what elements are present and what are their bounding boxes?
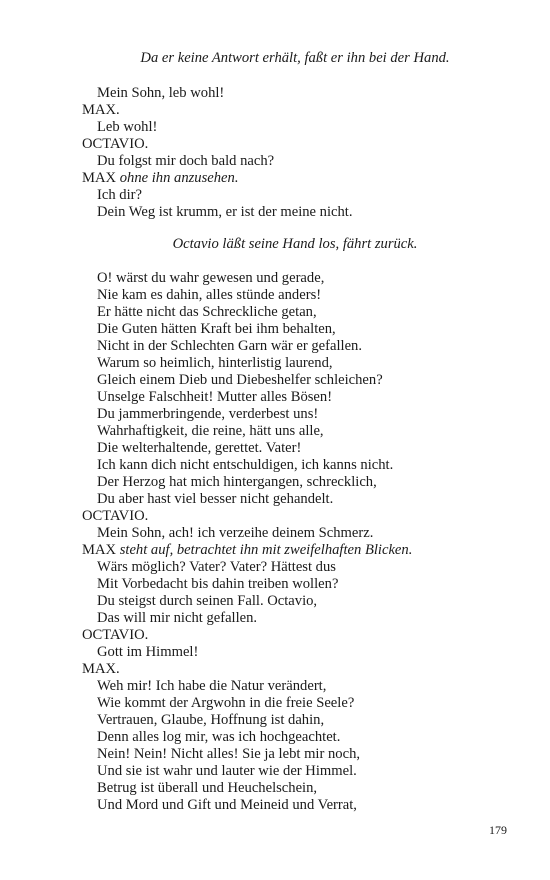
verse-line: Warum so heimlich, hinterlistig laurend, — [97, 355, 333, 371]
speaker-line — [82, 136, 148, 152]
verse-line: Du steigst durch seinen Fall. Octavio, — [97, 593, 318, 609]
speaker-name: MAX — [82, 170, 117, 186]
verse-line: Du folgst mir doch bald nach? — [97, 153, 275, 169]
verse-line: Weh mir! Ich habe die Natur verändert, — [97, 678, 327, 694]
verse-line: Das will mir nicht gefallen. — [97, 610, 258, 626]
verse-line: Die welterhaltende, gerettet. Vater! — [97, 440, 302, 456]
verse-line: Wahrhaftigkeit, die reine, hätt uns alle, — [97, 423, 324, 439]
speaker-line — [82, 627, 148, 643]
verse-line: Er hätte nicht das Schreckliche getan, — [97, 304, 317, 320]
verse-line: Mein Sohn, ach! ich verzeihe deinem Schmerz. — [97, 525, 374, 541]
speaker-direction: steht auf, betrachtet ihn mit zweifelhaften Blicken. — [119, 542, 413, 558]
speaker-line — [82, 102, 120, 118]
verse-line: Ich dir? — [97, 187, 142, 203]
verse-line: Mit Vorbedacht bis dahin treiben wollen? — [97, 576, 339, 592]
verse-line: Wie kommt der Argwohn in die freie Seele? — [97, 695, 355, 711]
verse-line: Leb wohl! — [97, 119, 158, 135]
speaker-name: MAX. — [82, 102, 120, 118]
speaker-line — [82, 170, 238, 186]
speaker-line — [82, 661, 120, 677]
verse-line: Gott im Himmel! — [97, 644, 199, 660]
verse-line: Gleich einem Dieb und Diebeshelfer schleichen? — [97, 372, 383, 388]
verse-line: Und Mord und Gift und Meineid und Verrat, — [97, 797, 357, 813]
verse-line: Der Herzog hat mich hintergangen, schrecklich, — [97, 474, 377, 490]
verse-line: Nein! Nein! Nicht alles! Sie ja lebt mir noch, — [97, 746, 361, 762]
speaker-name: MAX — [82, 542, 117, 558]
verse-line: Nicht in der Schlechten Garn wär er gefallen. — [97, 338, 363, 354]
verse-line: Du aber hast viel besser nicht gehandelt. — [97, 491, 334, 507]
verse-line: Wärs möglich? Vater? Vater? Hättest dus — [97, 559, 336, 575]
verse-line: Und sie ist wahr und lauter wie der Himmel. — [97, 763, 357, 779]
speaker-name: OCTAVIO. — [82, 136, 149, 152]
verse-line: Denn alles log mir, was ich hochgeachtet. — [97, 729, 341, 745]
speaker-name: OCTAVIO. — [82, 627, 149, 643]
verse-line: Unselge Falschheit! Mutter alles Bösen! — [97, 389, 333, 405]
speaker-name: OCTAVIO. — [82, 508, 149, 524]
verse-line: Vertrauen, Glaube, Hoffnung ist dahin, — [97, 712, 325, 728]
speaker-name: MAX. — [82, 661, 120, 677]
verse-line: Betrug ist überall und Heuchelschein, — [97, 780, 318, 796]
verse-line: Nie kam es dahin, alles stünde anders! — [97, 287, 322, 303]
verse-line: Mein Sohn, leb wohl! — [97, 85, 225, 101]
stage-direction: Da er keine Antwort erhält, faßt er ihn bei der Hand. — [140, 50, 450, 66]
speaker-direction: ohne ihn anzusehen. — [119, 170, 239, 186]
verse-line: Dein Weg ist krumm, er ist der meine nicht. — [97, 204, 353, 220]
verse-line: O! wärst du wahr gewesen und gerade, — [97, 270, 325, 286]
speaker-line — [82, 508, 148, 524]
page-number: 179 — [489, 823, 507, 837]
stage-direction: Octavio läßt seine Hand los, fährt zurück. — [172, 236, 418, 252]
verse-line: Die Guten hätten Kraft bei ihm behalten, — [97, 321, 336, 337]
speaker-line — [82, 542, 412, 558]
verse-line: Ich kann dich nicht entschuldigen, ich kanns nicht. — [97, 457, 394, 473]
verse-line: Du jammerbringende, verderbest uns! — [97, 406, 319, 422]
